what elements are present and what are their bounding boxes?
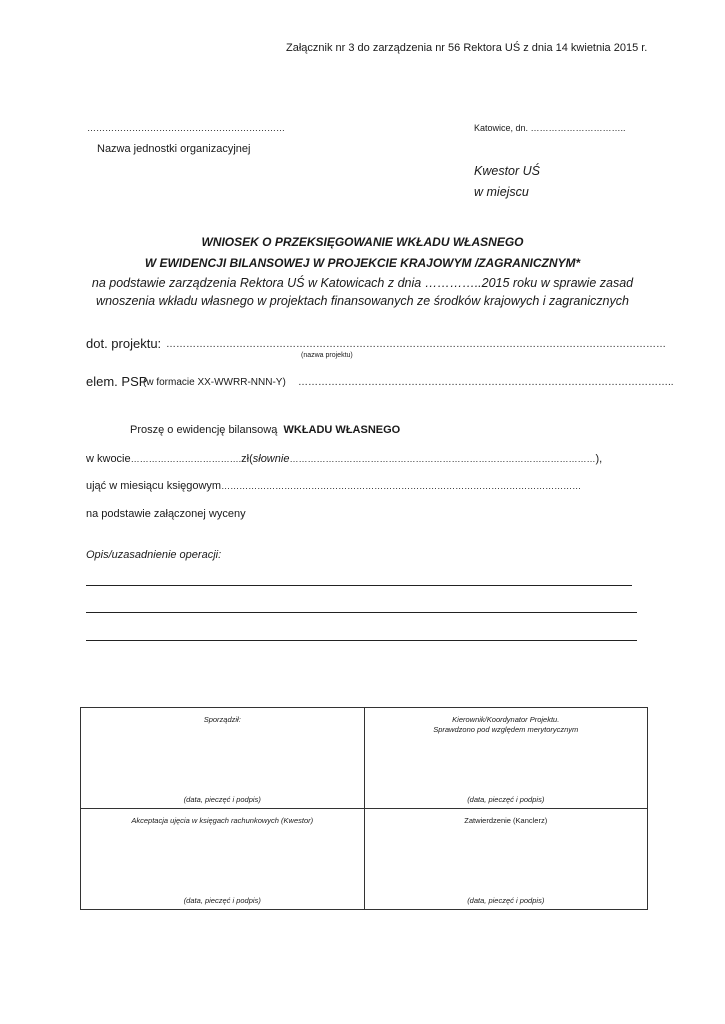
manager-label-line1: Kierownik/Koordynator Projektu. (452, 715, 560, 724)
addressee-line1: Kwestor UŚ (474, 164, 540, 178)
place-date: Katowice, dn. ………………………….. (474, 123, 626, 133)
amount-suffix: ), (595, 453, 603, 465)
prepared-footer: (data, pieczęć i podpis) (183, 795, 261, 804)
form-title-line2: W EWIDENCJI BILANSOWEJ W PROJEKCIE KRAJOWYM /ZAGRANICZNYM* (144, 256, 581, 270)
amount-prefix: w kwocie (86, 453, 131, 465)
description-label: Opis/uzasadnienie operacji: (86, 549, 222, 561)
amount-line (86, 453, 602, 465)
psp-dots: ………………………………………………………………………………………………….. (298, 377, 674, 388)
manager-label-line2: Sprawdzono pod względem merytorycznym (433, 725, 579, 734)
unit-name-dots: ………………………………………………………… (87, 123, 285, 133)
form-title-line1: WNIOSEK O PRZEKSIĘGOWANIE WKŁADU WŁASNEGO (201, 235, 524, 249)
approval-footer: (data, pieczęć i podpis) (467, 896, 545, 905)
description-line-2[interactable] (86, 612, 637, 613)
signature-table (80, 707, 648, 910)
annex-reference: Załącznik nr 3 do zarządzenia nr 56 Rektora UŚ z dnia 14 kwietnia 2015 r. (286, 42, 648, 54)
amount-dots: ………………………………. (130, 454, 242, 464)
form-title-line3: na podstawie zarządzenia Rektora UŚ w Katowicach z dnia …………..2015 roku w sprawie zasad (91, 276, 634, 290)
signature-cell-approval[interactable] (364, 809, 648, 910)
manager-footer: (data, pieczęć i podpis) (467, 795, 545, 804)
description-line-1[interactable] (86, 585, 632, 586)
request-prefix: Proszę o ewidencję bilansową (130, 424, 278, 436)
month-label: ująć w miesiącu księgowym (86, 480, 222, 492)
request-emphasis: WKŁADU WŁASNEGO (283, 424, 401, 436)
month-line (86, 480, 581, 492)
signature-cell-prepared[interactable] (81, 708, 365, 809)
manager-label (365, 715, 648, 735)
project-dots: …………………………………………………………………………………………………………………………………… (166, 339, 666, 350)
signature-cell-manager[interactable] (364, 708, 648, 809)
amount-words-label: słownie (252, 453, 290, 465)
acceptance-footer: (data, pieczęć i podpis) (183, 896, 261, 905)
unit-name-label: Nazwa jednostki organizacyjnej (97, 143, 251, 155)
description-line-3[interactable] (86, 640, 637, 641)
signature-cell-acceptance[interactable] (81, 809, 365, 910)
acceptance-label: Akceptacja ujęcia w księgach rachunkowych (Kwestor) (131, 816, 314, 825)
psp-label: elem. PSP (86, 374, 148, 389)
prepared-label: Sporządził: (203, 715, 241, 724)
psp-format: (w formacie XX-WWRR-NNN-Y) (143, 377, 286, 388)
project-label: dot. projektu: (86, 336, 162, 351)
addressee-line2: w miejscu (474, 185, 529, 199)
approval-label: Zatwierdzenie (Kanclerz) (464, 816, 548, 825)
project-hint: (nazwa projektu) (301, 352, 353, 359)
amount-currency: zł( (241, 453, 253, 465)
month-dots: ………………………………………………………………………………………………………… (221, 481, 582, 491)
amount-words-dots: ………………………………………………………………………………………… (289, 454, 596, 464)
form-title-line4: wnoszenia wkładu własnego w projektach finansowanych ze środków krajowych i zagranicznych (96, 294, 629, 308)
basis-text: na podstawie załączonej wyceny (86, 508, 246, 520)
request-line (130, 424, 400, 436)
